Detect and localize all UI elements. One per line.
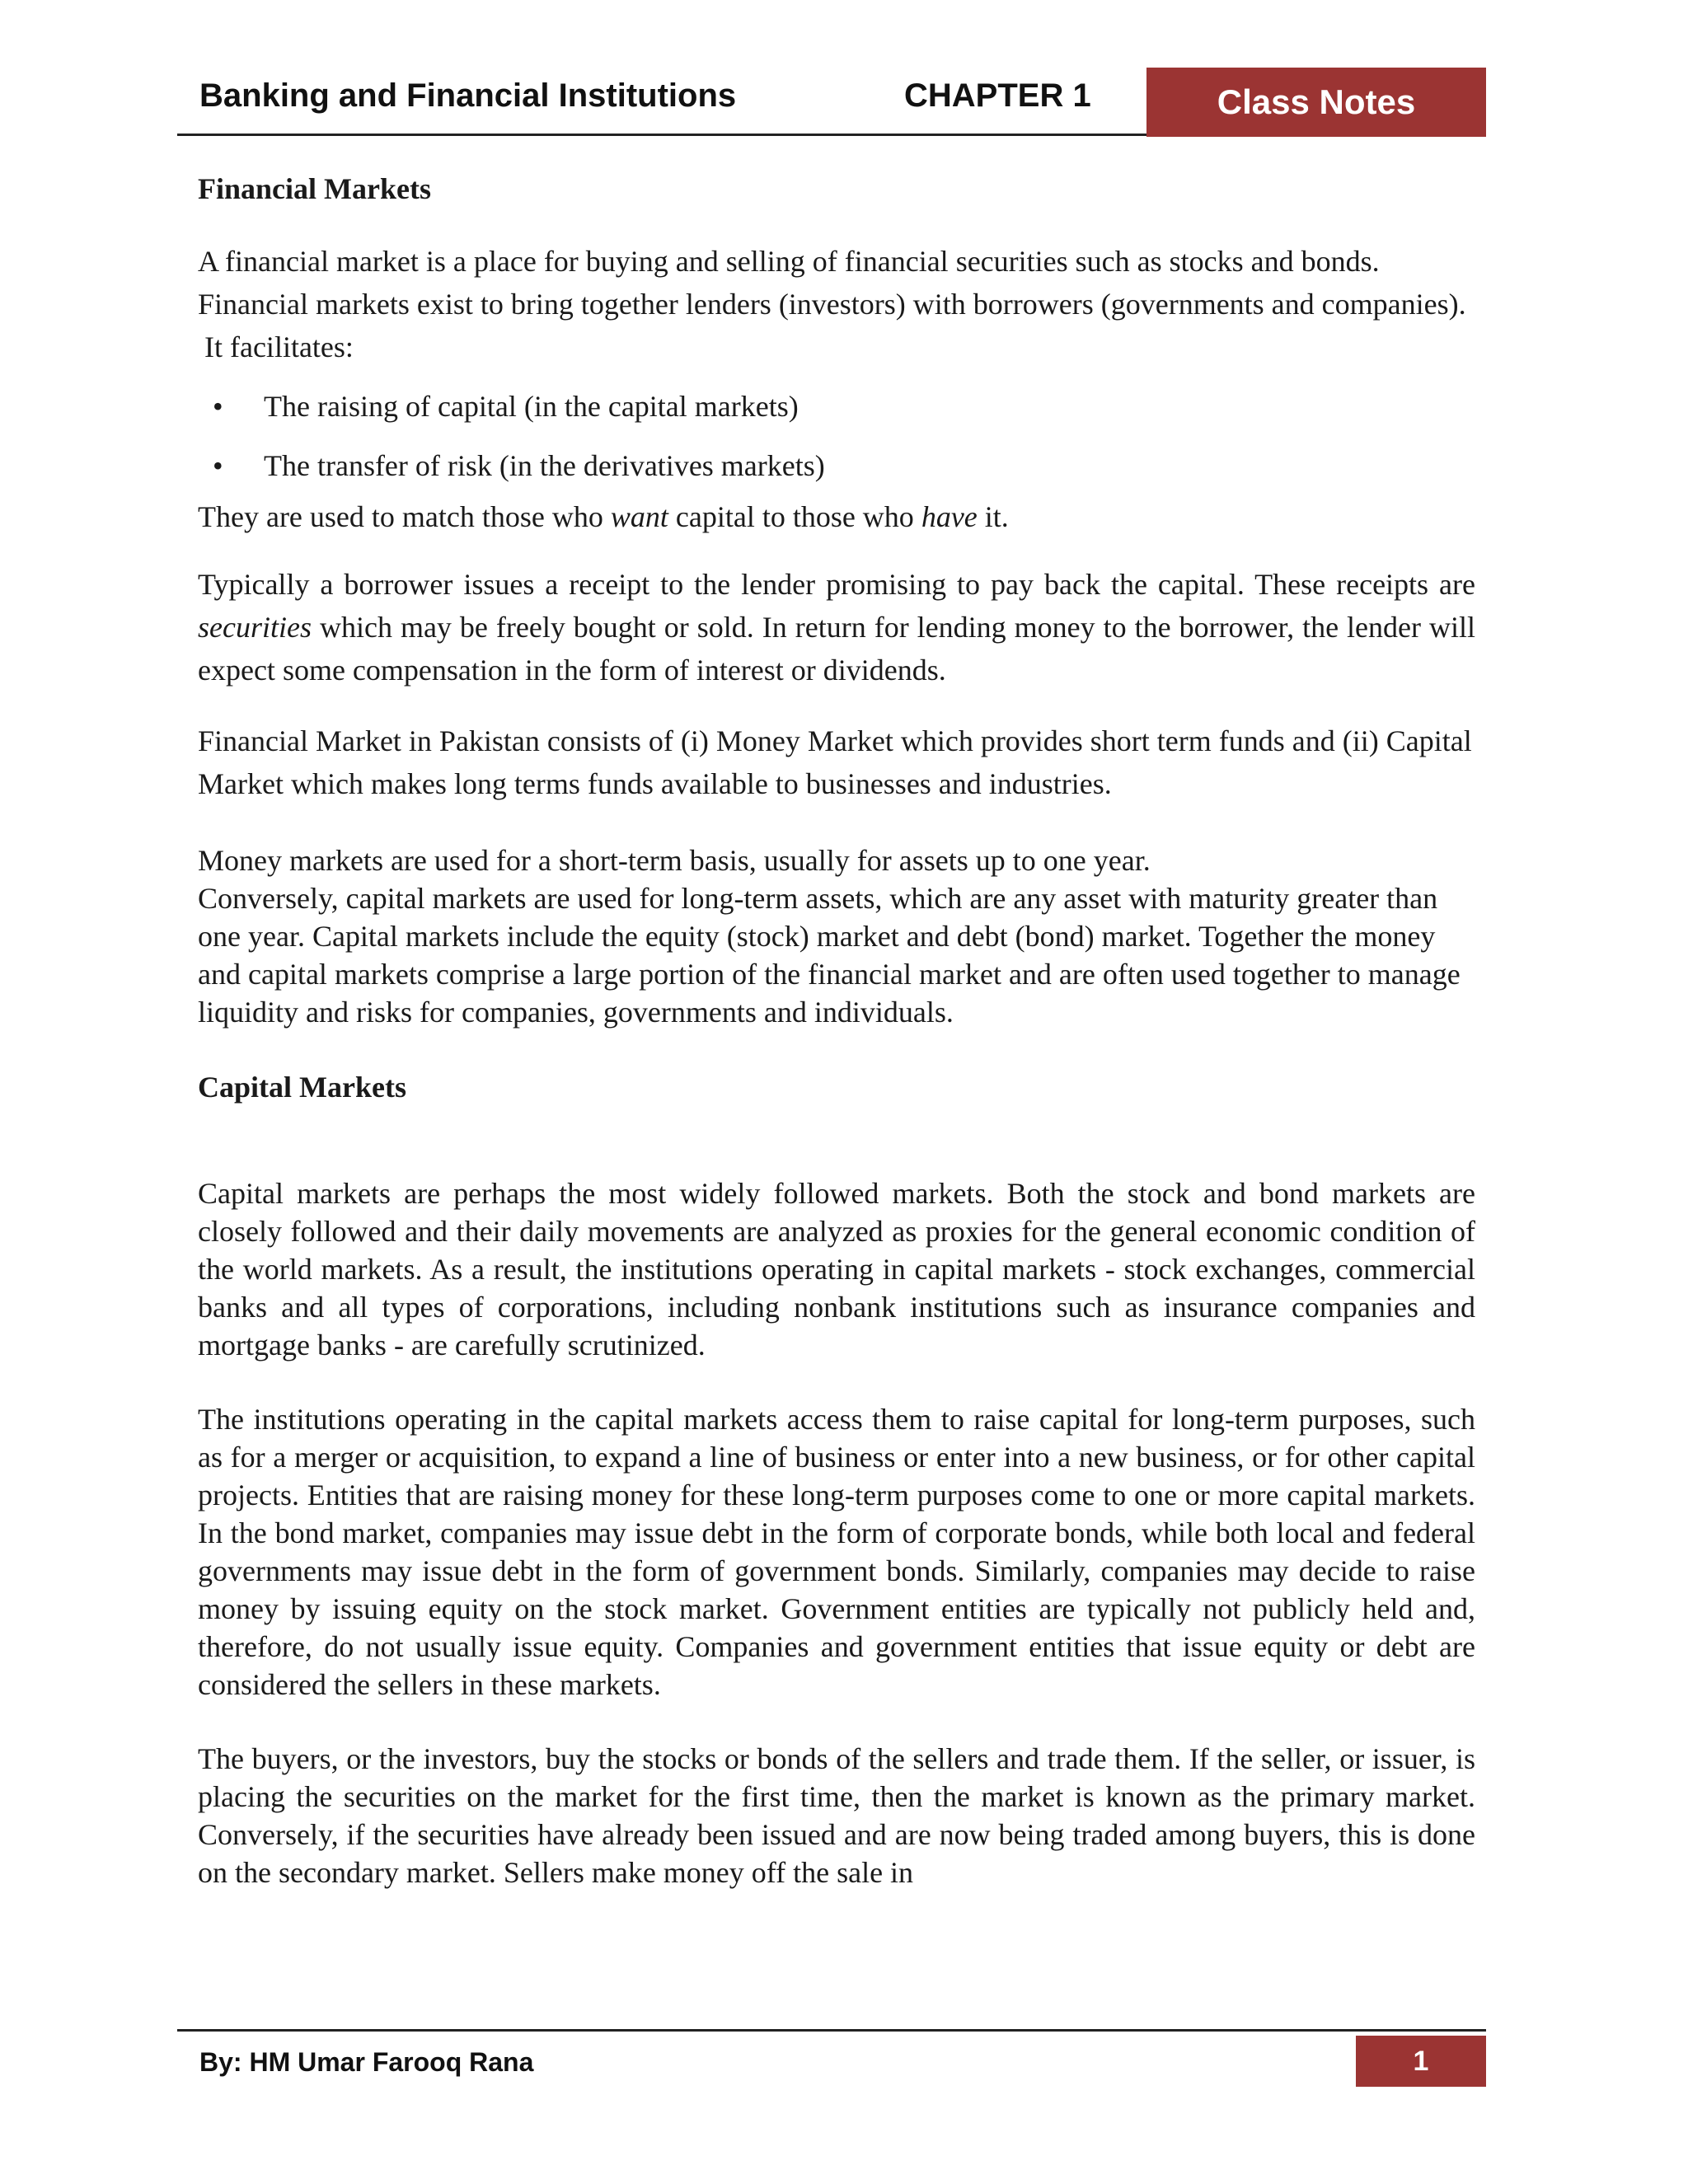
money-markets-line: Money markets are used for a short-term basis, usually for assets up to one year.: [198, 844, 1151, 877]
pakistan-paragraph: Financial Market in Pakistan consists of (i) Money Market which provides short term funds and (ii) Capital Market which makes long terms funds available to businesses and industries.: [198, 724, 1472, 800]
book-title: Banking and Financial Institutions: [199, 77, 737, 114]
page-number-badge: 1: [1356, 2036, 1486, 2087]
capital-markets-paragraph-2: The institutions operating in the capital markets access them to raise capital for long-term purposes, such as for a merger or acquisition, to expand a line of business or enter into a new business, or for other capital projects. Entities that are raising money for these long-term purposes come to one or more capital markets. In the bond market, companies may issue debt in the form of corporate bonds, while both local and federal governments may issue debt in the form of government bonds. Similarly, companies may decide to raise money by issuing equity on the stock market. Government entities are typically not publicly held and, therefore, do not usually issue equity. Companies and government entities that issue equity or debt are considered the sellers in these markets.: [198, 1403, 1475, 1701]
capital-markets-paragraph-1: Capital markets are perhaps the most widely followed markets. Both the stock and bond markets are closely followed and their daily movements are analyzed as proxies for the general economic condition of the world markets. As a result, the institutions operating in capital markets - stock exchanges, commercial banks and all types of corporations, including nonbank institutions such as insurance companies and mortgage banks - are carefully scrutinized.: [198, 1177, 1475, 1361]
facilitates-list: [198, 385, 1475, 487]
class-notes-badge: Class Notes: [1146, 68, 1486, 137]
page-header: [177, 68, 1486, 137]
capital-markets-heading: Capital Markets: [198, 1071, 406, 1104]
securities-text: Typically a borrower issues a receipt to the lender promising to pay back the capital. These receipts are: [198, 568, 1475, 601]
page-footer: [177, 2029, 1486, 2087]
match-text: it.: [977, 500, 1009, 533]
securities-text: which may be freely bought or sold. In return for lending money to the borrower, the lender will expect some compensation in the form of interest or dividends.: [198, 611, 1475, 687]
author-credit: By: HM Umar Farooq Rana: [199, 2047, 534, 2077]
want-emphasis: want: [610, 500, 668, 533]
header-rule: [177, 134, 1146, 136]
securities-emphasis: securities: [198, 611, 312, 644]
money-markets-paragraph: Conversely, capital markets are used for long-term assets, which are any asset with maturity greater than one year. Capital markets include the equity (stock) market and debt (bond) market. Together the money and capital markets comprise a large portion of the financial market and are often used together to manage liquidity and risks for companies, governments and individuals.: [198, 882, 1461, 1029]
footer-rule: [177, 2029, 1486, 2032]
facilitates-label: It facilitates:: [204, 330, 354, 363]
match-text: capital to those who: [668, 500, 921, 533]
financial-markets-heading: Financial Markets: [198, 172, 431, 205]
list-item: • The transfer of risk (in the derivatives markets): [198, 444, 1475, 487]
match-text: They are used to match those who: [198, 500, 611, 533]
financial-markets-intro: A financial market is a place for buying and selling of financial securities such as stocks and bonds. Financial markets exist to bring together lenders (investors) with borrowers (governments and companies).: [198, 245, 1466, 321]
page-body: [198, 169, 1475, 1891]
have-emphasis: have: [921, 500, 978, 533]
securities-paragraph: [198, 563, 1475, 691]
match-sentence: [198, 495, 1475, 538]
chapter-label: CHAPTER 1: [904, 77, 1091, 114]
list-item: • The raising of capital (in the capital markets): [198, 385, 1475, 428]
capital-markets-paragraph-3: The buyers, or the investors, buy the stocks or bonds of the sellers and trade them. If the seller, or issuer, is placing the securities on the market for the first time, then the market is known as the primary market. Conversely, if the securities have already been issued and are now being traded among buyers, this is done on the secondary market. Sellers make money off the sale in: [198, 1742, 1475, 1889]
